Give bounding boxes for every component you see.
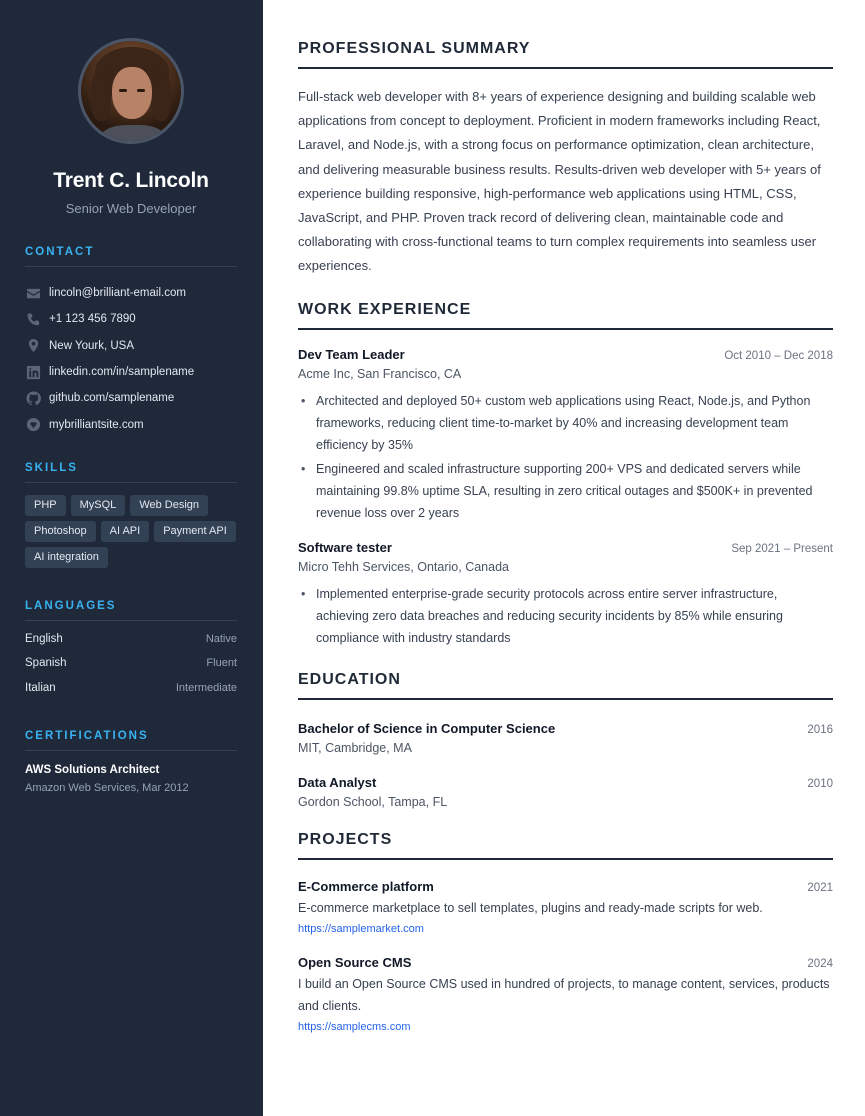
education-entry bbox=[298, 775, 833, 809]
education-heading: EDUCATION bbox=[298, 671, 833, 700]
skill-chip: AI API bbox=[101, 521, 150, 542]
certification-name: AWS Solutions Architect bbox=[25, 764, 160, 777]
skills-section bbox=[25, 462, 237, 568]
experience-heading: WORK EXPERIENCE bbox=[298, 301, 833, 330]
job-date: Oct 2010 – Dec 2018 bbox=[724, 349, 833, 362]
certification-meta: Amazon Web Services, Mar 2012 bbox=[25, 782, 189, 795]
profile-name: Trent C. Lincoln bbox=[53, 169, 209, 192]
project-link[interactable]: https://samplemarket.com bbox=[298, 923, 424, 936]
projects-heading: PROJECTS bbox=[298, 831, 833, 860]
job-company: Micro Tehh Services, Ontario, Canada bbox=[298, 559, 509, 574]
experience-section bbox=[298, 301, 833, 649]
education-year: 2010 bbox=[807, 777, 833, 790]
project-name: Open Source CMS bbox=[298, 955, 412, 971]
github-icon bbox=[25, 390, 41, 406]
contact-linkedin[interactable]: linkedin.com/in/samplename bbox=[25, 359, 237, 385]
project-description: E-commerce marketplace to sell templates, plugins and ready-made scripts for web. bbox=[298, 900, 763, 915]
contact-email[interactable]: lincoln@brilliant-email.com bbox=[25, 280, 237, 306]
project-year: 2021 bbox=[807, 881, 833, 894]
contact-website[interactable]: mybrilliantsite.com bbox=[25, 411, 237, 437]
language-row: English Native bbox=[25, 632, 237, 645]
degree: Data Analyst bbox=[298, 774, 377, 790]
project-link[interactable]: https://samplecms.com bbox=[298, 1021, 411, 1034]
languages-heading: LANGUAGES bbox=[25, 600, 237, 621]
skill-chip: Photoshop bbox=[25, 521, 96, 542]
main-content bbox=[263, 0, 865, 1116]
skill-chip: Payment API bbox=[154, 521, 236, 542]
sidebar bbox=[0, 0, 263, 1116]
summary-heading: PROFESSIONAL SUMMARY bbox=[298, 40, 833, 69]
language-row: Italian Intermediate bbox=[25, 681, 237, 694]
projects-section bbox=[298, 831, 833, 1036]
school: Gordon School, Tampa, FL bbox=[298, 794, 448, 809]
contact-phone[interactable]: +1 123 456 7890 bbox=[25, 306, 237, 332]
project-year: 2024 bbox=[807, 958, 833, 971]
certifications-section bbox=[25, 730, 237, 794]
project-entry bbox=[298, 879, 833, 938]
avatar bbox=[78, 38, 184, 144]
education-year: 2016 bbox=[807, 723, 833, 736]
skill-chip: Web Design bbox=[130, 495, 208, 516]
job-title: Dev Team Leader bbox=[298, 346, 405, 362]
degree: Bachelor of Science in Computer Science bbox=[298, 720, 556, 736]
skills-heading: SKILLS bbox=[25, 462, 237, 483]
project-description: I build an Open Source CMS used in hundred of projects, to manage content, services, products and clients. bbox=[298, 977, 830, 1013]
envelope-icon bbox=[25, 285, 41, 301]
website-icon bbox=[25, 417, 41, 433]
contact-section bbox=[25, 246, 237, 438]
education-entry bbox=[298, 721, 833, 755]
project-name: E-Commerce platform bbox=[298, 878, 434, 894]
languages-section bbox=[25, 600, 237, 707]
project-entry bbox=[298, 955, 833, 1035]
job-title: Software tester bbox=[298, 539, 392, 555]
skill-chip: PHP bbox=[25, 495, 66, 516]
phone-icon bbox=[25, 311, 41, 327]
experience-entry bbox=[298, 540, 833, 649]
skill-chip: AI integration bbox=[25, 547, 108, 568]
job-date: Sep 2021 – Present bbox=[731, 542, 833, 555]
experience-entry bbox=[298, 347, 833, 524]
skill-chip: MySQL bbox=[71, 495, 126, 516]
contact-heading: CONTACT bbox=[25, 246, 237, 267]
job-bullet: • Implemented enterprise-grade security protocols across entire server infrastructure, achieving zero data breaches and reducing security incidents by 85% while ensuring compliance with industry standards bbox=[298, 583, 833, 649]
job-bullet: • Engineered and scaled infrastructure supporting 200+ VPS and dedicated servers while maintaining 99.8% uptime SLA, resulting in zero critical outages and $500K+ in prevented revenue loss over 2 years bbox=[298, 458, 833, 524]
location-pin-icon bbox=[25, 338, 41, 354]
contact-location: New Yourk, USA bbox=[25, 333, 237, 359]
linkedin-icon bbox=[25, 364, 41, 380]
school: MIT, Cambridge, MA bbox=[298, 740, 412, 755]
language-row: Spanish Fluent bbox=[25, 657, 237, 670]
summary-text: Full-stack web developer with 8+ years of experience designing and building scalable web applications from concept to deployment. Proficient in modern frameworks including React, Laravel, and Node.js, with a strong focus on performance optimization, clean architecture, and delivering measurable business results. Results-driven web developer with 5+ years of experience building responsive, high-performance web applications using HTML, CSS, JavaScript, and PHP. Proven track record of delivering clean, maintainable code and collaborating with cross-functional teams to turn complex requirements into seamless user experiences. bbox=[298, 89, 821, 274]
contact-github[interactable]: github.com/samplename bbox=[25, 385, 237, 411]
job-bullet: • Architected and deployed 50+ custom web applications using React, Node.js, and Python frameworks, reducing client time-to-market by 40% and increasing development team efficiency by 35% bbox=[298, 390, 833, 456]
certifications-heading: CERTIFICATIONS bbox=[25, 730, 237, 751]
summary-section bbox=[298, 40, 833, 279]
education-section bbox=[298, 671, 833, 809]
job-company: Acme Inc, San Francisco, CA bbox=[298, 366, 462, 381]
profile-title: Senior Web Developer bbox=[65, 201, 197, 216]
